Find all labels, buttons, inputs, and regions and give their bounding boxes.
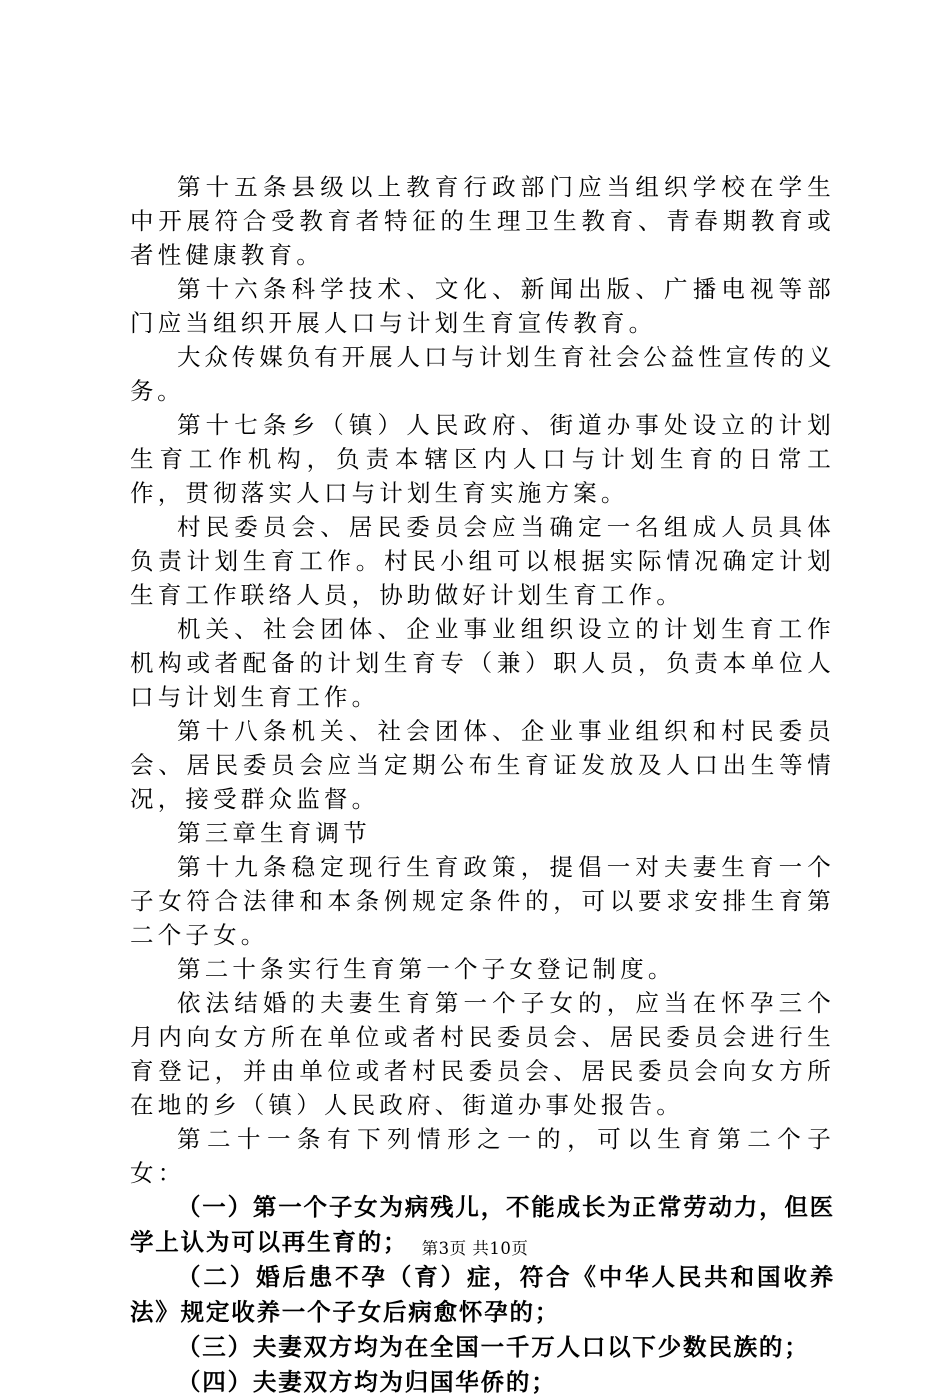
paragraph-article-15: 第十五条县级以上教育行政部门应当组织学校在学生中开展符合受教育者特征的生理卫生教育、青春期教育或者性健康教育。 [130, 173, 835, 269]
paragraph-article-19: 第十九条稳定现行生育政策，提倡一对夫妻生育一个子女符合法律和本条例规定条件的，可以要求安排生育第二个子女。 [130, 853, 835, 949]
list-item-4: （四）夫妻双方均为归国华侨的； [177, 1368, 557, 1396]
list-item-3: （三）夫妻双方均为在全国一千万人口以下少数民族的； [177, 1333, 810, 1361]
paragraph-village-committee: 村民委员会、居民委员会应当确定一名组成人员具体负责计划生育工作。村民小组可以根据实际情况确定计划生育工作联络人员，协助做好计划生育工作。 [130, 513, 835, 609]
paragraph-article-16: 第十六条科学技术、文化、新闻出版、广播电视等部门应当组织开展人口与计划生育宣传教育。 [130, 275, 835, 337]
paragraph-institutions: 机关、社会团体、企业事业组织设立的计划生育工作机构或者配备的计划生育专（兼）职人员，负责本单位人口与计划生育工作。 [130, 615, 835, 711]
paragraph-registration: 依法结婚的夫妻生育第一个子女的，应当在怀孕三个月内向女方所在单位或者村民委员会、居民委员会进行生育登记，并由单位或者村民委员会、居民委员会向女方所在地的乡（镇）人民政府、街道办事处报告。 [130, 989, 835, 1119]
list-item-1: （一）第一个子女为病残儿，不能成长为正常劳动力，但医学上认为可以再生育的； [130, 1193, 835, 1256]
paragraph-article-20: 第二十条实行生育第一个子女登记制度。 [177, 955, 676, 983]
paragraph-article-21: 第二十一条有下列情形之一的，可以生育第二个子女： [130, 1125, 835, 1187]
paragraph-article-17: 第十七条乡（镇）人民政府、街道办事处设立的计划生育工作机构，负责本辖区内人口与计划生育的日常工作，贯彻落实人口与计划生育实施方案。 [130, 411, 835, 507]
paragraph-article-18: 第十八条机关、社会团体、企业事业组织和村民委员会、居民委员会应当定期公布生育证发放及人口出生等情况，接受群众监督。 [130, 717, 835, 813]
document-body [130, 170, 835, 1400]
page-number-footer: 第3页 共10页 [421, 1239, 529, 1258]
chapter-heading: 第三章生育调节 [177, 819, 371, 847]
list-item-2: （二）婚后患不孕（育）症，符合《中华人民共和国收养法》规定收养一个子女后病愈怀孕的； [130, 1263, 835, 1326]
paragraph-media-duty: 大众传媒负有开展人口与计划生育社会公益性宣传的义务。 [130, 343, 835, 405]
